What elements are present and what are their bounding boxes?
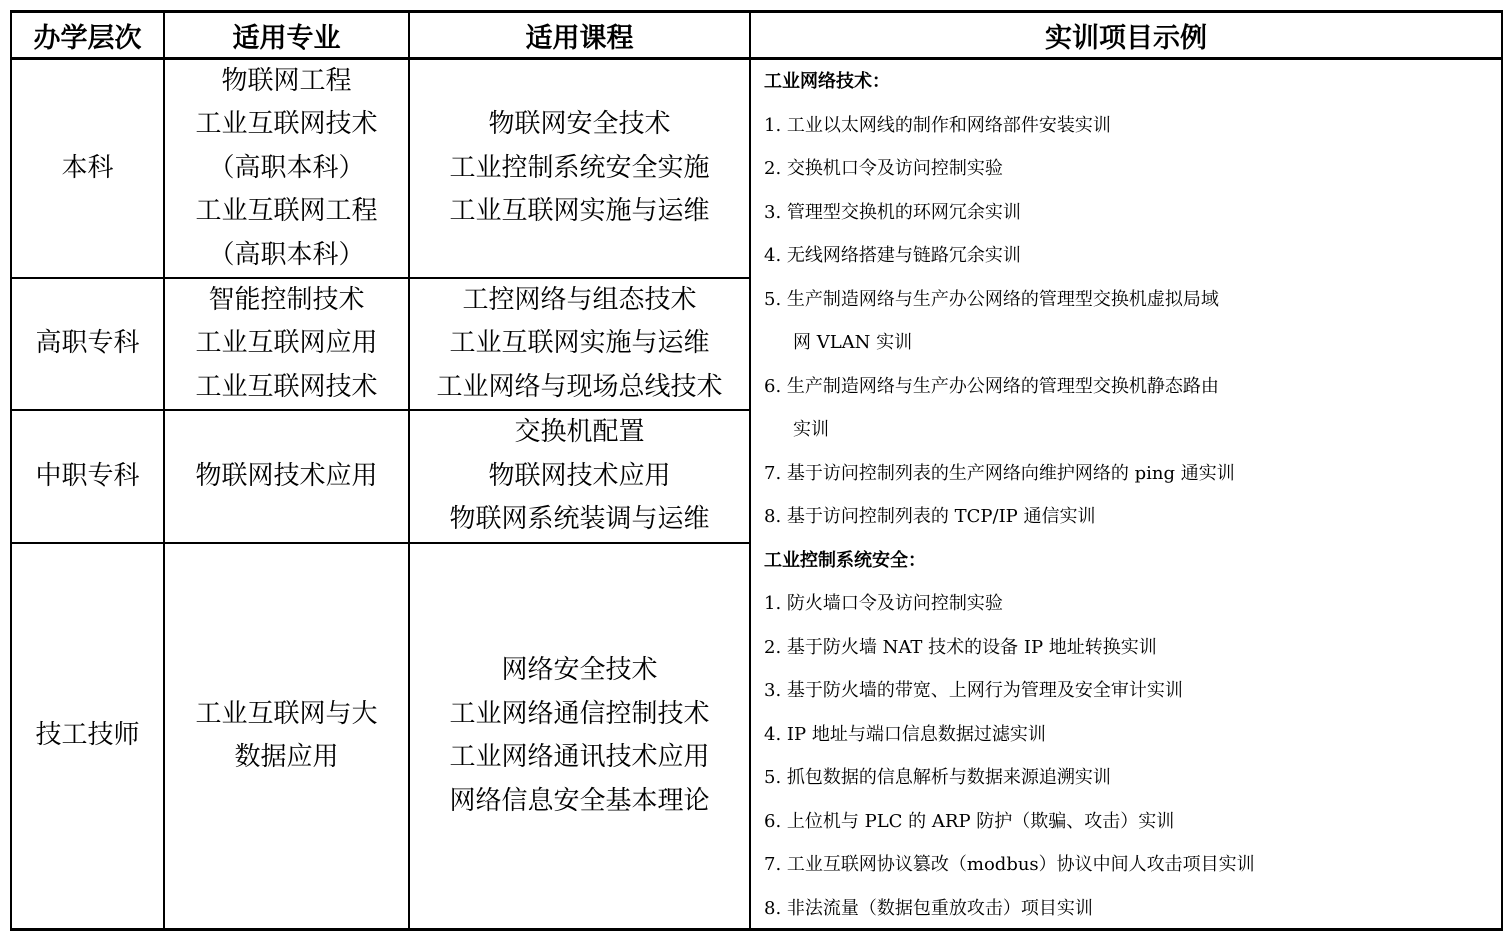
major-item: 工业互联网应用 <box>195 328 378 359</box>
course-item: 工业控制系统安全实施 <box>449 152 710 183</box>
project-item: 2. 交换机口令及访问控制实验 <box>764 158 1003 179</box>
project-examples <box>764 60 1504 930</box>
courses-zhongzhi <box>410 411 749 542</box>
courses-benke <box>410 60 749 277</box>
project-item-continuation: 实训 <box>793 419 829 440</box>
course-item: 物联网安全技术 <box>488 109 671 140</box>
header-project: 实训项目示例 <box>1045 22 1207 54</box>
course-item: 工业互联网实施与运维 <box>449 328 710 359</box>
level-gaozhi <box>12 279 163 409</box>
level-benke-text: 本科 <box>61 152 114 183</box>
majors-gaozhi <box>165 279 408 409</box>
level-jigong <box>12 544 163 928</box>
majors-jigong <box>165 544 408 928</box>
section-title-network: 工业网络技术： <box>764 71 890 92</box>
level-jigong-text: 技工技师 <box>35 720 140 751</box>
course-item: 工业网络通讯技术应用 <box>449 742 710 772</box>
project-item: 6. 上位机与 PLC 的 ARP 防护（欺骗、攻击）实训 <box>764 810 1175 832</box>
course-item: 交换机配置 <box>514 417 645 448</box>
major-item: 物联网工程 <box>221 65 352 96</box>
course-item: 工控网络与组态技术 <box>462 284 697 315</box>
level-zhongzhi-text: 中职专科 <box>35 460 140 491</box>
level-zhongzhi <box>12 411 163 542</box>
project-item: 3. 管理型交换机的环网冗余实训 <box>764 201 1021 223</box>
course-item: 工业网络与现场总线技术 <box>436 371 723 402</box>
header-course: 适用课程 <box>525 22 634 54</box>
project-item: 7. 基于访问控制列表的生产网络向维护网络的 ping 通实训 <box>764 462 1235 484</box>
project-item-continuation: 网 VLAN 实训 <box>793 332 913 353</box>
major-item: 工业互联网技术 <box>195 371 378 402</box>
major-item: （高职本科） <box>208 152 365 183</box>
level-gaozhi-text: 高职专科 <box>35 328 140 359</box>
course-item: 物联网技术应用 <box>488 460 671 491</box>
project-item: 1. 工业以太网线的制作和网络部件安装实训 <box>764 114 1111 136</box>
project-item: 4. IP 地址与端口信息数据过滤实训 <box>764 723 1046 745</box>
course-item: 工业网络通信控制技术 <box>449 698 710 729</box>
project-item: 2. 基于防火墙 NAT 技术的设备 IP 地址转换实训 <box>764 636 1157 658</box>
courses-gaozhi <box>410 279 749 409</box>
project-item: 6. 生产制造网络与生产办公网络的管理型交换机静态路由 <box>764 375 1219 397</box>
project-item: 5. 抓包数据的信息解析与数据来源追溯实训 <box>764 767 1111 788</box>
project-item: 4. 无线网络搭建与链路冗余实训 <box>764 245 1021 266</box>
section-title-security: 工业控制系统安全： <box>764 549 926 571</box>
course-item: 网络安全技术 <box>501 655 658 685</box>
major-item: 智能控制技术 <box>208 284 365 315</box>
major-item: 数据应用 <box>234 742 339 772</box>
project-item: 1. 防火墙口令及访问控制实验 <box>764 593 1003 614</box>
course-item: 工业互联网实施与运维 <box>449 196 710 227</box>
header-level: 办学层次 <box>33 22 142 54</box>
major-item: 工业互联网与大 <box>195 698 378 729</box>
major-item: 工业互联网技术 <box>195 109 378 140</box>
project-item: 8. 非法流量（数据包重放攻击）项目实训 <box>764 897 1093 919</box>
project-item: 3. 基于防火墙的带宽、上网行为管理及安全审计实训 <box>764 680 1183 701</box>
col-divider-3 <box>749 10 751 931</box>
course-item: 物联网系统装调与运维 <box>449 504 710 535</box>
project-item: 7. 工业互联网协议篡改（modbus）协议中间人攻击项目实训 <box>764 854 1255 875</box>
majors-zhongzhi <box>165 411 408 542</box>
project-item: 5. 生产制造网络与生产办公网络的管理型交换机虚拟局域 <box>764 288 1219 310</box>
course-item: 网络信息安全基本理论 <box>449 785 710 816</box>
major-item: 物联网技术应用 <box>195 460 378 491</box>
majors-benke <box>165 60 408 277</box>
courses-jigong <box>410 544 749 928</box>
project-item: 8. 基于访问控制列表的 TCP/IP 通信实训 <box>764 506 1096 527</box>
major-item: （高职本科） <box>208 239 365 270</box>
level-benke <box>12 60 163 277</box>
major-item: 工业互联网工程 <box>195 196 378 227</box>
header-major: 适用专业 <box>232 22 341 54</box>
